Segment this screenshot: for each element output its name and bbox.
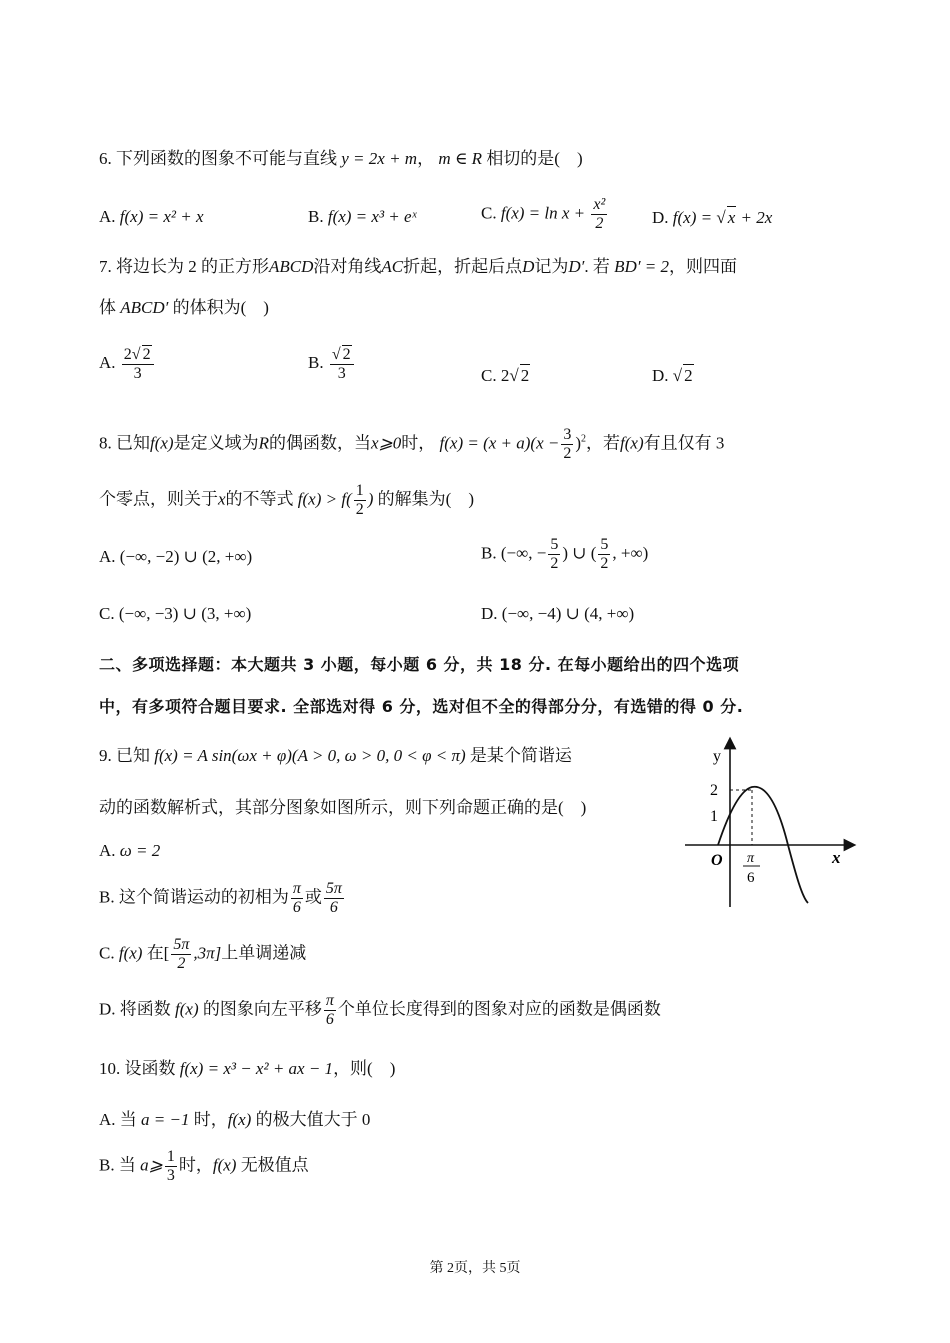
q10-option-a: A. 当 a = −1 时，f(x) 的极大值大于 0 <box>99 1110 371 1129</box>
q8-option-a: A. (−∞, −2) ∪ (2, +∞) <box>99 547 253 566</box>
q6-option-a: A. f(x) = x² + x <box>99 207 204 226</box>
q6-stem: 6. 下列函数的图象不可能与直线 y = 2x + m， m ∈ R 相切的是( ) <box>99 149 583 168</box>
q10-option-b: B. 当 a⩾ $\frac{1}{3}$ 时，f(x) 无极值点 <box>99 1148 309 1184</box>
q9-option-c: C. f(x) 在[ $\frac{5\pi}{2}$ ,3π]上单调递减 <box>99 936 307 972</box>
q8-stem-line2: 个零点，则关于x的不等式 f(x) > f( $\frac{1}{2}$ ) 的解集为( ) <box>99 482 474 518</box>
q7-option-d: D. √ 2 <box>652 366 693 385</box>
q8-option-c: C. (−∞, −3) ∪ (3, +∞) <box>99 604 252 623</box>
q7-stem-line2: 体 ABCD′ 的体积为( ) <box>99 298 269 317</box>
tick-label-1: 1 <box>710 808 718 825</box>
q8-option-b: B. (−∞, − $\frac{5}{2}$ ) ∪ ( $\frac{5}{2}$ , +∞) <box>481 536 649 572</box>
q10-stem: 10. 设函数 f(x) = x³ − x² + ax − 1，则( ) <box>99 1059 396 1078</box>
q9-option-a: A. ω = 2 <box>99 841 161 860</box>
q6-option-d: D. f(x) = √ x + 2x <box>652 208 773 227</box>
q6-option-b: B. f(x) = x³ + eˣ <box>308 207 417 226</box>
q8-option-d: D. (−∞, −4) ∪ (4, +∞) <box>481 604 635 623</box>
q7-option-a: A. $\frac{2√ 2}{3}$ <box>99 345 156 383</box>
q9-stem-line1: 9. 已知 f(x) = A sin(ωx + φ)(A > 0, ω > 0, 0 < φ < π) 是某个简谐运 <box>99 746 572 765</box>
q7-option-b: B. $\frac{√ 2}{3}$ <box>308 345 356 383</box>
y-axis-label: y <box>713 748 721 765</box>
section2-title-line1: 二、多项选择题：本大题共 3 小题，每小题 6 分，共 18 分. 在每小题给出的四个选项 <box>99 655 740 674</box>
tick-label-six: 6 <box>747 870 755 886</box>
origin-label: O <box>711 852 723 869</box>
tick-label-2: 2 <box>710 782 718 799</box>
q7-stem-line1: 7. 将边长为 2 的正方形ABCD沿对角线AC折起，折起后点D记为D′. 若 BD′ = 2，则四面 <box>99 257 738 276</box>
page-footer: 第 2页，共 5页 <box>429 1261 521 1276</box>
x-axis-label: x <box>832 848 841 867</box>
q7-option-c: C. 2√ 2 <box>481 366 530 385</box>
tick-label-pi: π <box>747 851 755 866</box>
q9-stem-line2: 动的函数解析式，其部分图象如图所示，则下列命题正确的是( ) <box>99 798 587 817</box>
q9-sine-graph <box>680 735 860 910</box>
q8-stem-line1: 8. 已知f(x)是定义域为R的偶函数，当x⩾0时， f(x) = (x + a)(x − $\frac{3}{2}$ )$^2$，若f(x)有且仅有 3 <box>99 426 725 462</box>
q9-option-b: B. 这个简谐运动的初相为 $\frac{\pi}{6}$ 或 $\frac{5\pi}{6}$ <box>99 880 342 916</box>
section2-title-line2: 中，有多项符合题目要求. 全部选对得 6 分，选对但不全的得部分分，有选错的得 0 分. <box>99 697 744 716</box>
q6-option-c: C. f(x) = ln x + $\frac{\text{x²}}{2}$ <box>481 196 606 232</box>
q9-option-d: D. 将函数 f(x) 的图象向左平移 $\frac{\pi}{6}$ 个单位长度得到的图象对应的函数是偶函数 <box>99 992 661 1028</box>
